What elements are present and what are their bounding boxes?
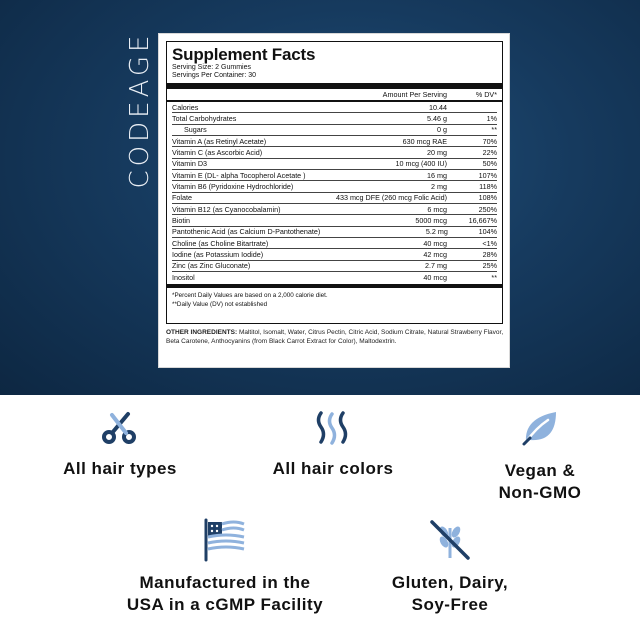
- other-ingredients-label: OTHER INGREDIENTS:: [166, 329, 238, 336]
- footnote-dv: *Percent Daily Values are based on a 2,000 calorie diet.: [172, 291, 328, 299]
- nutrient-name: Pantothenic Acid (as Calcium D-Pantothenate): [172, 227, 321, 237]
- other-ingredients-text: Maltitol, Isomalt, Water, Citrus Pectin, Citric Acid, Sodium Citrate, Natural Strawberry Flavor, Beta Carotene, Anthocyanins (from Black Carrot Extract for Color), Maltodextrin.: [166, 329, 504, 346]
- nutrient-name: Sugars: [184, 125, 207, 135]
- no-wheat-icon: [427, 518, 473, 562]
- amount-header: Amount Per Serving: [382, 90, 447, 99]
- column-header-row: [167, 89, 502, 102]
- nutrient-dv: 108%: [478, 193, 497, 203]
- nutrient-amount: 40 mcg: [423, 238, 447, 248]
- nutrient-name: Choline (as Choline Bitartrate): [172, 238, 269, 248]
- feature-made-in-usa: [100, 518, 350, 616]
- nutrient-name: Biotin: [172, 216, 190, 226]
- nutrient-row: [172, 193, 497, 204]
- other-ingredients: [166, 328, 504, 346]
- nutrient-row: [172, 204, 497, 215]
- servings-per-container: Servings Per Container: 30: [172, 72, 257, 79]
- nutrient-dv: **: [491, 273, 497, 283]
- feature-label-line1: Vegan &: [504, 461, 576, 480]
- nutrient-amount: 5.46 g: [427, 114, 447, 124]
- nutrient-dv: 50%: [482, 159, 497, 169]
- nutrient-amount: 5.2 mg: [425, 227, 448, 237]
- feature-label: All hair types: [63, 459, 177, 478]
- nutrient-name: Folate: [172, 193, 192, 203]
- feature-label-line2: USA in a cGMP Facility: [126, 595, 324, 614]
- nutrient-amount: 10.44: [429, 102, 447, 112]
- facts-title: Supplement Facts: [172, 45, 316, 64]
- scissors-icon: [100, 408, 140, 448]
- nutrient-dv: 107%: [478, 170, 497, 180]
- leaf-icon: [520, 408, 560, 448]
- nutrient-row: [172, 136, 497, 147]
- supplement-facts-panel: [158, 33, 510, 368]
- nutrient-row: [172, 238, 497, 249]
- nutrient-dv: 16,667%: [468, 216, 497, 226]
- nutrient-name: Vitamin B12 (as Cyanocobalamin): [172, 204, 281, 214]
- nutrient-name: Calories: [172, 102, 199, 112]
- nutrient-row: [172, 181, 497, 192]
- nutrient-amount: 6 mcg: [427, 204, 447, 214]
- feature-gluten-dairy-soy-free: [360, 518, 540, 616]
- nutrient-name: Vitamin E (DL- alpha Tocopherol Acetate ): [172, 170, 306, 180]
- nutrient-amount: 16 mg: [427, 170, 447, 180]
- nutrient-row: [172, 170, 497, 181]
- nutrient-name: Zinc (as Zinc Gluconate): [172, 261, 251, 271]
- nutrient-name: Inositol: [172, 273, 195, 283]
- nutrient-name: Total Carbohydrates: [172, 114, 237, 124]
- nutrient-row: [172, 113, 497, 124]
- nutrient-dv: 25%: [482, 261, 497, 271]
- nutrient-dv: 1%: [486, 114, 497, 124]
- nutrient-row: [172, 102, 497, 113]
- feature-label: All hair colors: [272, 459, 394, 478]
- nutrient-dv: **: [491, 125, 497, 135]
- brand-logo: CODEAGE: [125, 31, 155, 189]
- feature-all-hair-types: [40, 408, 200, 480]
- nutrient-name: Vitamin C (as Ascorbic Acid): [172, 148, 263, 158]
- nutrient-amount: 40 mcg: [423, 273, 447, 283]
- nutrient-dv: 104%: [478, 227, 497, 237]
- nutrient-name: Vitamin B6 (Pyridoxine Hydrochloride): [172, 182, 294, 192]
- nutrient-dv: 118%: [479, 182, 497, 192]
- feature-label-line1: Gluten, Dairy,: [391, 573, 509, 592]
- nutrient-amount: 42 mcg: [423, 250, 447, 260]
- nutrient-amount: 2.7 mg: [425, 261, 447, 271]
- nutrient-name: Iodine (as Potassium Iodide): [172, 250, 264, 260]
- nutrient-amount: 433 mcg DFE (260 mcg Folic Acid): [335, 193, 447, 203]
- nutrient-row: [172, 227, 497, 238]
- nutrient-name: Vitamin D3: [172, 159, 208, 169]
- nutrient-amount: 0 g: [437, 125, 447, 135]
- feature-label-line2: Non-GMO: [498, 483, 582, 502]
- nutrient-amount: 5000 mcg: [415, 216, 447, 226]
- us-flag-icon: [202, 518, 248, 562]
- nutrient-dv: 28%: [482, 250, 497, 260]
- nutrient-amount: 2 mg: [431, 182, 447, 192]
- nutrient-row: [172, 125, 497, 136]
- feature-vegan-non-gmo: [470, 408, 610, 504]
- feature-all-hair-colors: [258, 408, 408, 480]
- nutrient-dv: 70%: [482, 136, 497, 146]
- nutrient-row: [172, 261, 497, 272]
- nutrient-name: Vitamin A (as Retinyl Acetate): [172, 136, 267, 146]
- nutrient-amount: 10 mcg (400 IU): [395, 159, 447, 169]
- supplement-facts-table: [166, 41, 503, 324]
- feature-label-line2: Soy-Free: [411, 595, 489, 614]
- nutrient-row: [172, 249, 497, 260]
- nutrient-dv: <1%: [482, 238, 497, 248]
- nutrient-row: [172, 215, 497, 226]
- nutrient-amount: 630 mcg RAE: [402, 136, 447, 146]
- nutrient-row: [172, 272, 497, 283]
- nutrient-dv: 22%: [482, 148, 497, 158]
- dv-header: % DV*: [475, 90, 497, 99]
- nutrient-row: [172, 159, 497, 170]
- nutrient-rows: [172, 102, 497, 284]
- nutrient-dv: 250%: [478, 204, 497, 214]
- nutrient-row: [172, 147, 497, 158]
- footnote-dv-not-established: **Daily Value (DV) not established: [172, 300, 268, 308]
- nutrient-amount: 20 mg: [427, 148, 447, 158]
- feature-label-line1: Manufactured in the: [139, 573, 311, 592]
- serving-size: Serving Size: 2 Gummies: [172, 64, 251, 71]
- hair-strands-icon: [313, 408, 353, 448]
